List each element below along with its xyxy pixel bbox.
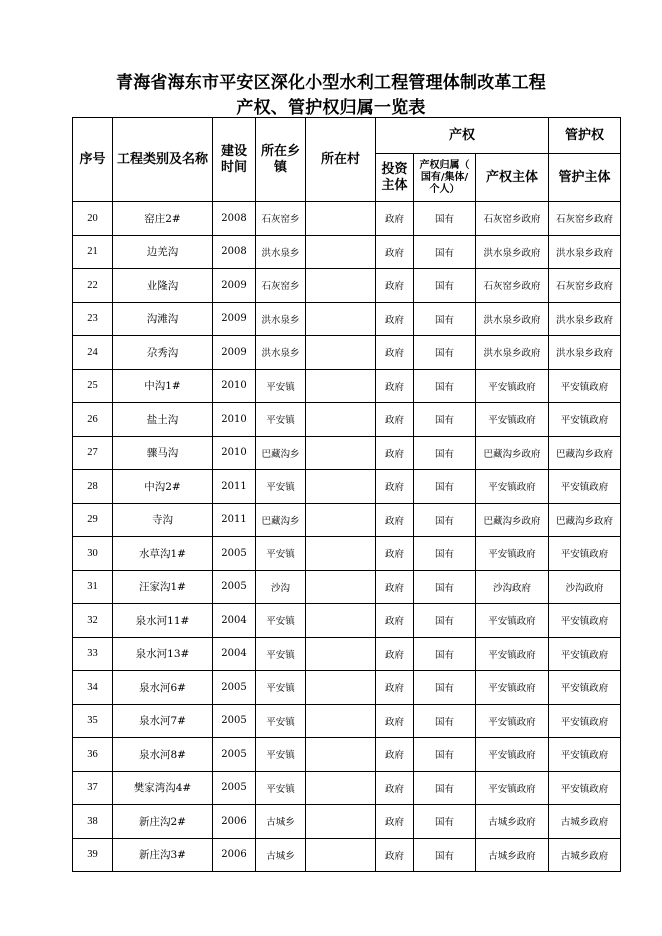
cell-management-owner: 古城乡政府 xyxy=(549,838,621,872)
cell-investor: 政府 xyxy=(376,369,414,403)
cell-ownership: 国有 xyxy=(414,771,476,805)
cell-year: 2005 xyxy=(213,704,256,738)
table-row xyxy=(73,604,621,638)
cell-seq: 20 xyxy=(73,202,113,236)
cell-seq: 21 xyxy=(73,235,113,269)
cell-property-owner: 平安镇政府 xyxy=(476,738,549,772)
cell-village xyxy=(306,637,376,671)
cell-seq: 25 xyxy=(73,369,113,403)
cell-investor: 政府 xyxy=(376,470,414,504)
cell-seq: 24 xyxy=(73,336,113,370)
cell-town: 巴藏沟乡 xyxy=(256,436,306,470)
cell-village xyxy=(306,369,376,403)
cell-year: 2009 xyxy=(213,302,256,336)
cell-name: 中沟2# xyxy=(113,470,213,504)
ownership-table xyxy=(72,117,621,872)
cell-name: 盐土沟 xyxy=(113,403,213,437)
table-row xyxy=(73,369,621,403)
cell-seq: 32 xyxy=(73,604,113,638)
cell-seq: 36 xyxy=(73,738,113,772)
header-management-owner: 管护主体 xyxy=(549,154,621,202)
table-body xyxy=(73,202,621,872)
cell-property-owner: 平安镇政府 xyxy=(476,369,549,403)
cell-property-owner: 平安镇政府 xyxy=(476,704,549,738)
cell-town: 平安镇 xyxy=(256,671,306,705)
cell-name: 泉水河8# xyxy=(113,738,213,772)
cell-village xyxy=(306,704,376,738)
cell-seq: 22 xyxy=(73,269,113,303)
cell-name: 尕秀沟 xyxy=(113,336,213,370)
cell-ownership: 国有 xyxy=(414,503,476,537)
table-row xyxy=(73,570,621,604)
table-row xyxy=(73,403,621,437)
cell-village xyxy=(306,503,376,537)
cell-village xyxy=(306,805,376,839)
cell-village xyxy=(306,838,376,872)
cell-ownership: 国有 xyxy=(414,738,476,772)
cell-management-owner: 洪水泉乡政府 xyxy=(549,336,621,370)
cell-ownership: 国有 xyxy=(414,604,476,638)
cell-investor: 政府 xyxy=(376,436,414,470)
cell-village xyxy=(306,403,376,437)
cell-town: 平安镇 xyxy=(256,704,306,738)
cell-name: 水草沟1# xyxy=(113,537,213,571)
cell-investor: 政府 xyxy=(376,269,414,303)
cell-town: 洪水泉乡 xyxy=(256,336,306,370)
cell-seq: 30 xyxy=(73,537,113,571)
cell-seq: 31 xyxy=(73,570,113,604)
table-row xyxy=(73,838,621,872)
cell-name: 泉水河6# xyxy=(113,671,213,705)
cell-investor: 政府 xyxy=(376,704,414,738)
cell-name: 泉水河7# xyxy=(113,704,213,738)
cell-town: 巴藏沟乡 xyxy=(256,503,306,537)
cell-town: 石灰窑乡 xyxy=(256,269,306,303)
header-build-time-line1: 建设 xyxy=(220,143,247,159)
cell-seq: 33 xyxy=(73,637,113,671)
header-ownership xyxy=(414,154,476,202)
table-row xyxy=(73,738,621,772)
cell-year: 2008 xyxy=(213,202,256,236)
cell-town: 平安镇 xyxy=(256,470,306,504)
header-management-rights: 管护权 xyxy=(549,118,621,154)
cell-investor: 政府 xyxy=(376,202,414,236)
cell-property-owner: 平安镇政府 xyxy=(476,671,549,705)
cell-management-owner: 平安镇政府 xyxy=(549,637,621,671)
document-subtitle: 产权、管护权归属一览表 xyxy=(236,98,426,118)
cell-town: 石灰窑乡 xyxy=(256,202,306,236)
cell-property-owner: 平安镇政府 xyxy=(476,537,549,571)
cell-year: 2005 xyxy=(213,537,256,571)
cell-village xyxy=(306,470,376,504)
cell-town: 平安镇 xyxy=(256,537,306,571)
cell-management-owner: 平安镇政府 xyxy=(549,771,621,805)
header-property-owner: 产权主体 xyxy=(476,154,549,202)
cell-village xyxy=(306,537,376,571)
cell-investor: 政府 xyxy=(376,570,414,604)
cell-ownership: 国有 xyxy=(414,470,476,504)
cell-property-owner: 古城乡政府 xyxy=(476,805,549,839)
cell-investor: 政府 xyxy=(376,302,414,336)
cell-year: 2004 xyxy=(213,604,256,638)
cell-ownership: 国有 xyxy=(414,202,476,236)
cell-management-owner: 平安镇政府 xyxy=(549,403,621,437)
table-row xyxy=(73,470,621,504)
cell-ownership: 国有 xyxy=(414,403,476,437)
cell-investor: 政府 xyxy=(376,235,414,269)
cell-town: 古城乡 xyxy=(256,838,306,872)
cell-town: 洪水泉乡 xyxy=(256,235,306,269)
cell-name: 沟滩沟 xyxy=(113,302,213,336)
cell-name: 中沟1# xyxy=(113,369,213,403)
cell-seq: 23 xyxy=(73,302,113,336)
cell-seq: 27 xyxy=(73,436,113,470)
cell-investor: 政府 xyxy=(376,838,414,872)
cell-management-owner: 古城乡政府 xyxy=(549,805,621,839)
cell-year: 2011 xyxy=(213,470,256,504)
cell-village xyxy=(306,269,376,303)
cell-name: 寺沟 xyxy=(113,503,213,537)
cell-property-owner: 洪水泉乡政府 xyxy=(476,302,549,336)
cell-year: 2006 xyxy=(213,838,256,872)
cell-property-owner: 巴藏沟乡政府 xyxy=(476,436,549,470)
cell-year: 2011 xyxy=(213,503,256,537)
table-row xyxy=(73,269,621,303)
cell-town: 平安镇 xyxy=(256,771,306,805)
cell-seq: 28 xyxy=(73,470,113,504)
cell-town: 洪水泉乡 xyxy=(256,302,306,336)
table-row xyxy=(73,202,621,236)
cell-year: 2005 xyxy=(213,570,256,604)
cell-name: 新庄沟2# xyxy=(113,805,213,839)
cell-town: 沙沟 xyxy=(256,570,306,604)
cell-ownership: 国有 xyxy=(414,704,476,738)
cell-investor: 政府 xyxy=(376,604,414,638)
cell-property-owner: 平安镇政府 xyxy=(476,470,549,504)
cell-property-owner: 平安镇政府 xyxy=(476,771,549,805)
header-town xyxy=(256,118,306,202)
cell-ownership: 国有 xyxy=(414,805,476,839)
cell-property-owner: 巴藏沟乡政府 xyxy=(476,503,549,537)
cell-name: 新庄沟3# xyxy=(113,838,213,872)
cell-ownership: 国有 xyxy=(414,269,476,303)
cell-management-owner: 平安镇政府 xyxy=(549,369,621,403)
cell-property-owner: 沙沟政府 xyxy=(476,570,549,604)
header-build-time-line2: 时间 xyxy=(220,159,247,175)
cell-village xyxy=(306,738,376,772)
cell-ownership: 国有 xyxy=(414,537,476,571)
cell-year: 2010 xyxy=(213,403,256,437)
cell-name: 边羌沟 xyxy=(113,235,213,269)
table-row xyxy=(73,235,621,269)
cell-seq: 29 xyxy=(73,503,113,537)
cell-year: 2005 xyxy=(213,771,256,805)
cell-village xyxy=(306,570,376,604)
cell-name: 樊家湾沟4# xyxy=(113,771,213,805)
cell-seq: 26 xyxy=(73,403,113,437)
cell-ownership: 国有 xyxy=(414,436,476,470)
cell-ownership: 国有 xyxy=(414,671,476,705)
cell-name: 骤马沟 xyxy=(113,436,213,470)
cell-village xyxy=(306,235,376,269)
cell-name: 业隆沟 xyxy=(113,269,213,303)
cell-management-owner: 平安镇政府 xyxy=(549,537,621,571)
table-row xyxy=(73,805,621,839)
cell-management-owner: 平安镇政府 xyxy=(549,470,621,504)
cell-management-owner: 洪水泉乡政府 xyxy=(549,302,621,336)
cell-name: 泉水河13# xyxy=(113,637,213,671)
cell-year: 2004 xyxy=(213,637,256,671)
cell-village xyxy=(306,771,376,805)
table-row xyxy=(73,771,621,805)
cell-investor: 政府 xyxy=(376,637,414,671)
header-village: 所在村 xyxy=(306,118,376,202)
table-row xyxy=(73,637,621,671)
cell-investor: 政府 xyxy=(376,738,414,772)
cell-property-owner: 平安镇政府 xyxy=(476,604,549,638)
cell-name: 汪家沟1# xyxy=(113,570,213,604)
cell-property-owner: 洪水泉乡政府 xyxy=(476,336,549,370)
cell-investor: 政府 xyxy=(376,537,414,571)
cell-town: 平安镇 xyxy=(256,738,306,772)
cell-property-owner: 石灰窑乡政府 xyxy=(476,202,549,236)
header-investor-line1: 投资 xyxy=(381,161,408,177)
cell-ownership: 国有 xyxy=(414,369,476,403)
cell-name: 窑庄2# xyxy=(113,202,213,236)
header-town-line1: 所在乡 xyxy=(260,143,300,159)
cell-town: 平安镇 xyxy=(256,369,306,403)
cell-year: 2010 xyxy=(213,436,256,470)
table-row xyxy=(73,537,621,571)
cell-ownership: 国有 xyxy=(414,336,476,370)
table-row xyxy=(73,503,621,537)
cell-property-owner: 平安镇政府 xyxy=(476,637,549,671)
cell-town: 平安镇 xyxy=(256,403,306,437)
cell-village xyxy=(306,604,376,638)
cell-management-owner: 巴藏沟乡政府 xyxy=(549,436,621,470)
cell-village xyxy=(306,671,376,705)
cell-ownership: 国有 xyxy=(414,302,476,336)
cell-village xyxy=(306,202,376,236)
cell-year: 2006 xyxy=(213,805,256,839)
table-row xyxy=(73,704,621,738)
table-row xyxy=(73,302,621,336)
cell-property-owner: 古城乡政府 xyxy=(476,838,549,872)
cell-year: 2005 xyxy=(213,671,256,705)
header-investor-line2: 主体 xyxy=(381,177,408,193)
table-row xyxy=(73,436,621,470)
document-title: 青海省海东市平安区深化小型水利工程管理体制改革工程 xyxy=(116,73,546,93)
cell-management-owner: 沙沟政府 xyxy=(549,570,621,604)
cell-investor: 政府 xyxy=(376,671,414,705)
cell-management-owner: 石灰窑乡政府 xyxy=(549,269,621,303)
header-build-time xyxy=(213,118,256,202)
cell-seq: 39 xyxy=(73,838,113,872)
cell-village xyxy=(306,302,376,336)
header-property-rights: 产权 xyxy=(376,118,549,154)
cell-seq: 34 xyxy=(73,671,113,705)
cell-property-owner: 石灰窑乡政府 xyxy=(476,269,549,303)
cell-seq: 37 xyxy=(73,771,113,805)
table-row xyxy=(73,336,621,370)
cell-management-owner: 平安镇政府 xyxy=(549,604,621,638)
cell-year: 2009 xyxy=(213,269,256,303)
cell-ownership: 国有 xyxy=(414,838,476,872)
cell-investor: 政府 xyxy=(376,403,414,437)
cell-ownership: 国有 xyxy=(414,570,476,604)
header-town-line2: 镇 xyxy=(273,159,287,175)
cell-ownership: 国有 xyxy=(414,235,476,269)
cell-investor: 政府 xyxy=(376,336,414,370)
cell-property-owner: 洪水泉乡政府 xyxy=(476,235,549,269)
cell-year: 2010 xyxy=(213,369,256,403)
header-project-type: 工程类别及名称 xyxy=(113,118,213,202)
cell-management-owner: 巴藏沟乡政府 xyxy=(549,503,621,537)
cell-management-owner: 平安镇政府 xyxy=(549,704,621,738)
cell-village xyxy=(306,436,376,470)
cell-year: 2009 xyxy=(213,336,256,370)
header-ownership-line2: 国有/集体/ xyxy=(420,171,469,183)
cell-town: 平安镇 xyxy=(256,637,306,671)
cell-year: 2005 xyxy=(213,738,256,772)
cell-ownership: 国有 xyxy=(414,637,476,671)
cell-investor: 政府 xyxy=(376,805,414,839)
cell-seq: 35 xyxy=(73,704,113,738)
cell-town: 古城乡 xyxy=(256,805,306,839)
cell-year: 2008 xyxy=(213,235,256,269)
cell-management-owner: 平安镇政府 xyxy=(549,738,621,772)
header-ownership-line1: 产权归属（ xyxy=(419,159,470,171)
table-row xyxy=(73,671,621,705)
cell-investor: 政府 xyxy=(376,503,414,537)
cell-town: 平安镇 xyxy=(256,604,306,638)
cell-name: 泉水河11# xyxy=(113,604,213,638)
cell-management-owner: 洪水泉乡政府 xyxy=(549,235,621,269)
cell-property-owner: 平安镇政府 xyxy=(476,403,549,437)
cell-seq: 38 xyxy=(73,805,113,839)
header-investor xyxy=(376,154,414,202)
cell-management-owner: 石灰窑乡政府 xyxy=(549,202,621,236)
header-ownership-line3: 个人） xyxy=(429,183,460,195)
cell-investor: 政府 xyxy=(376,771,414,805)
header-seq: 序号 xyxy=(73,118,113,202)
cell-management-owner: 平安镇政府 xyxy=(549,671,621,705)
cell-village xyxy=(306,336,376,370)
